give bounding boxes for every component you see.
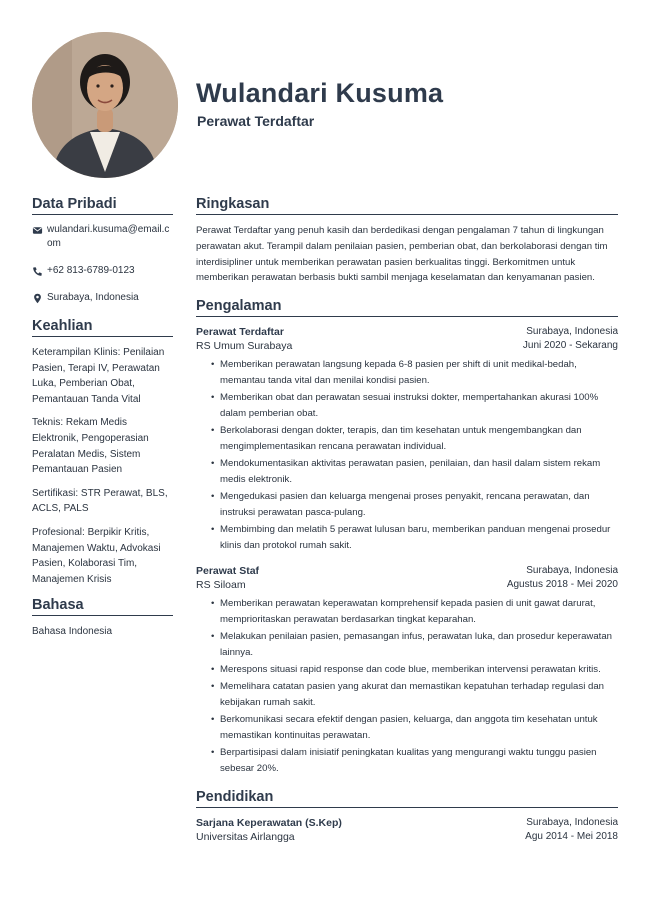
location-pin-icon bbox=[32, 293, 43, 304]
right-column bbox=[196, 196, 618, 854]
degree-title: Sarjana Keperawatan (S.Kep) bbox=[196, 817, 342, 830]
job-location: Surabaya, Indonesia bbox=[526, 565, 618, 577]
education-title: Pendidikan bbox=[196, 789, 618, 808]
job-entry bbox=[196, 564, 618, 777]
list-item: • Berkolaborasi dengan dokter, terapis, dan tim kesehatan untuk mengembangkan dan mengimplementasikan rencana perawatan individual. bbox=[212, 423, 618, 455]
contact-location bbox=[32, 291, 173, 305]
list-item: • Memberikan obat dan perawatan sesuai instruksi dokter, mempertahankan akurasi 100% dalam pemberian obat. bbox=[212, 390, 618, 422]
job-date: Agustus 2018 - Mei 2020 bbox=[506, 579, 618, 591]
skills-title: Keahlian bbox=[32, 318, 173, 337]
school-name: Universitas Airlangga bbox=[196, 831, 295, 844]
job-company: RS Umum Surabaya bbox=[196, 340, 293, 353]
list-item: • Memberikan perawatan keperawatan komprehensif kepada pasien di unit gawat darurat, memprioritaskan perawatan berdasarkan tingkat keparahan. bbox=[212, 596, 618, 628]
skill-item: Keterampilan Klinis: Penilaian Pasien, Terapi IV, Perawatan Luka, Pemberian Obat, Pemantauan Tanda Vital bbox=[32, 347, 165, 405]
skill-item: Sertifikasi: STR Perawat, BLS, ACLS, PALS bbox=[32, 487, 168, 515]
list-item: • Memberikan perawatan langsung kepada 6-8 pasien per shift di unit medikal-bedah, memantau tanda vital dan menilai kondisi pasien. bbox=[212, 357, 618, 389]
list-item: • Memelihara catatan pasien yang akurat dan memastikan kepatuhan terhadap regulasi dan kebijakan rumah sakit. bbox=[212, 679, 618, 711]
job-company: RS Siloam bbox=[196, 579, 246, 592]
list-item: • Membimbing dan melatih 5 perawat lulusan baru, memberikan panduan mengenai prosedur klinis dan protokol rumah sakit. bbox=[212, 522, 618, 554]
education-location: Surabaya, Indonesia bbox=[526, 817, 618, 829]
candidate-name: Wulandari Kusuma bbox=[196, 78, 444, 108]
list-item: • Mendokumentasikan aktivitas perawatan pasien, penilaian, dan hasil dalam sistem rekam medis elektronik. bbox=[212, 456, 618, 488]
summary-title: Ringkasan bbox=[196, 196, 618, 215]
experience-title: Pengalaman bbox=[196, 298, 618, 317]
job-title: Perawat Terdaftar bbox=[196, 326, 284, 339]
languages-title: Bahasa bbox=[32, 597, 173, 616]
list-item: • Merespons situasi rapid response dan code blue, memberikan intervensi perawatan kritis. bbox=[212, 662, 618, 678]
location-text: Surabaya, Indonesia bbox=[47, 292, 139, 303]
skill-item: Profesional: Berpikir Kritis, Manajemen Waktu, Advokasi Pasien, Kolaborasi Tim, Manajemen Krisis bbox=[32, 526, 161, 585]
contact-email[interactable] bbox=[32, 223, 173, 251]
list-item: • Melakukan penilaian pasien, pemasangan infus, perawatan luka, dan prosedur keperawatan lainnya. bbox=[212, 629, 618, 661]
candidate-role: Perawat Terdaftar bbox=[197, 113, 315, 129]
email-text: wulandari.kusuma@email.com bbox=[47, 224, 170, 249]
job-date: Juni 2020 - Sekarang bbox=[522, 340, 618, 352]
job-location: Surabaya, Indonesia bbox=[526, 326, 618, 338]
contact-phone[interactable] bbox=[32, 264, 173, 278]
list-item: • Berkomunikasi secara efektif dengan pasien, keluarga, dan anggota tim kesehatan untuk memastikan kontinuitas perawatan. bbox=[212, 712, 618, 744]
profile-photo bbox=[32, 32, 178, 178]
education-date: Agu 2014 - Mei 2018 bbox=[525, 831, 618, 843]
job-bullets bbox=[196, 596, 618, 777]
job-bullets bbox=[196, 357, 618, 554]
left-column bbox=[32, 196, 173, 639]
job-title: Perawat Staf bbox=[196, 565, 260, 578]
list-item: • Berpartisipasi dalam inisiatif peningkatan kualitas yang mengurangi waktu tunggu pasien sebesar 20%. bbox=[212, 745, 618, 777]
mail-icon bbox=[32, 225, 43, 236]
summary-text: Perawat Terdaftar yang penuh kasih dan berdedikasi dengan pengalaman 7 tahun di lingkungan perawatan akut. Terampil dalam penilaian pasien, pemberian obat, dan berkolaborasi dengan tim interdisipliner untuk memberikan perawatan pasien berkualitas tinggi. Berkomitmen untuk memberikan perawatan berbasis bukti sambil menjaga keselamatan dan kenyamanan pasien. bbox=[196, 225, 608, 284]
skill-item: Teknis: Rekam Medis Elektronik, Pengoperasian Peralatan Medis, Sistem Pemantauan Pasien bbox=[32, 417, 149, 476]
phone-icon bbox=[32, 266, 43, 277]
education-entry bbox=[196, 816, 618, 844]
portrait-image bbox=[32, 32, 178, 178]
job-entry bbox=[196, 325, 618, 554]
personal-data-title: Data Pribadi bbox=[32, 196, 173, 215]
phone-text: +62 813-6789-0123 bbox=[47, 265, 135, 276]
list-item: • Mengedukasi pasien dan keluarga mengenai proses penyakit, rencana perawatan, dan instruksi perawatan pasca-pulang. bbox=[212, 489, 618, 521]
language-item: Bahasa Indonesia bbox=[32, 626, 113, 638]
